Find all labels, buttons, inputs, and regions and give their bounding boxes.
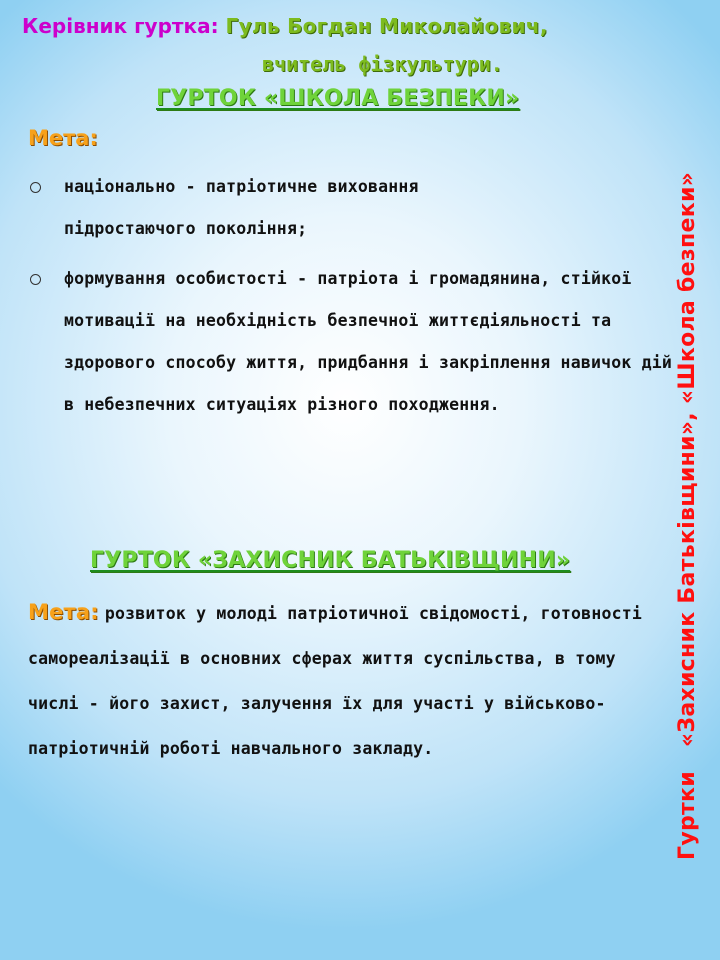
circle-bullet-icon: [30, 274, 41, 285]
leader-label: Керівник гуртка:: [22, 14, 219, 38]
leader-line: [22, 12, 548, 40]
circle-bullet-icon: [30, 182, 41, 193]
list-item: [28, 166, 534, 250]
leader-name: Гуль Богдан Миколайович,: [225, 14, 548, 38]
club2-goal-paragraph: [28, 590, 668, 771]
bullet-text: формування особистості - патріота і громадянина, стійкої мотивації на необхідність безпечної життєдіяльності та здорового способу життя, придбання і закріплення навичок дій в небезпечних ситуаціях різного походження.: [64, 269, 673, 414]
club2-goal-text: розвиток у молоді патріотичної свідомості, готовності самореалізації в основних сферах життя суспільства, в тому числі - його захист, залучення їх для участі у військово-патріотичній роботі навчального закладу.: [28, 604, 642, 758]
club2-goal-label: Мета:: [28, 600, 99, 624]
list-item: [28, 258, 678, 426]
club1-goal-label: Мета:: [28, 126, 98, 150]
club1-title: ГУРТОК «ШКОЛА БЕЗПЕКИ»: [156, 86, 520, 111]
club2-title: ГУРТОК «ЗАХИСНИК БАТЬКІВЩИНИ»: [90, 548, 571, 573]
club1-goal-list: [28, 166, 678, 426]
bullet-text: національно - патріотичне виховання підростаючого покоління;: [64, 177, 419, 238]
leader-role: вчитель фізкультури.: [262, 52, 503, 76]
side-caption: Гуртки «Захисник Батьківщини», «Школа безпеки»: [675, 171, 700, 860]
